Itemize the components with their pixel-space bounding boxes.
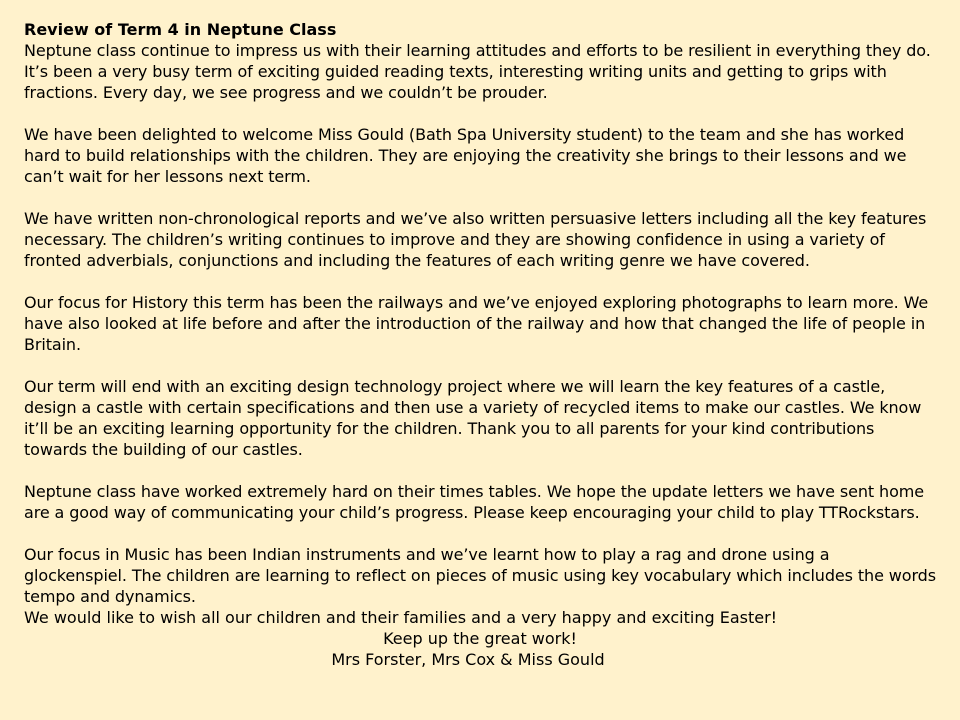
paragraph-intro: Neptune class continue to impress us with their learning attitudes and efforts to be resilient in everything they do. It’s been a very busy term of exciting guided reading texts, interesting writing units and getting to grips with fractions. Every day, we see progress and we couldn’t be prouder. — [24, 41, 931, 102]
signoff: Keep up the great work! — [383, 629, 577, 648]
document-title: Review of Term 4 in Neptune Class — [24, 20, 337, 39]
closing-wish: We would like to wish all our children and their families and a very happy and exciting Easter! — [24, 608, 778, 627]
paragraph-music: Our focus in Music has been Indian instruments and we’ve learnt how to play a rag and drone using a glockenspiel. The children are learning to reflect on pieces of music using key vocabulary which includes the words tempo and dynamics. — [24, 545, 936, 606]
paragraph-design-technology: Our term will end with an exciting design technology project where we will learn the key features of a castle, design a castle with certain specifications and then use a variety of recycled items to make our castles. We know it’ll be an exciting learning opportunity for the children. Thank you to all parents for your kind contributions towards the building of our castles. — [24, 377, 922, 459]
paragraph-history: Our focus for History this term has been the railways and we’ve enjoyed exploring photographs to learn more. We have also looked at life before and after the introduction of the railway and how that changed the life of people in Britain. — [24, 293, 929, 354]
paragraph-writing: We have written non-chronological reports and we’ve also written persuasive letters including all the key features necessary. The children’s writing continues to improve and they are showing confidence in using a variety of fronted adverbials, conjunctions and including the features of each writing genre we have covered. — [24, 209, 927, 270]
signature: Mrs Forster, Mrs Cox & Miss Gould — [331, 650, 605, 669]
paragraph-miss-gould: We have been delighted to welcome Miss Gould (Bath Spa University student) to the team and she has worked hard to build relationships with the children. They are enjoying the creativity she brings to their lessons and we can’t wait for her lessons next term. — [24, 125, 907, 186]
paragraph-times-tables: Neptune class have worked extremely hard on their times tables. We hope the update letters we have sent home are a good way of communicating your child’s progress. Please keep encouraging your child to play TTRockstars. — [24, 482, 925, 522]
